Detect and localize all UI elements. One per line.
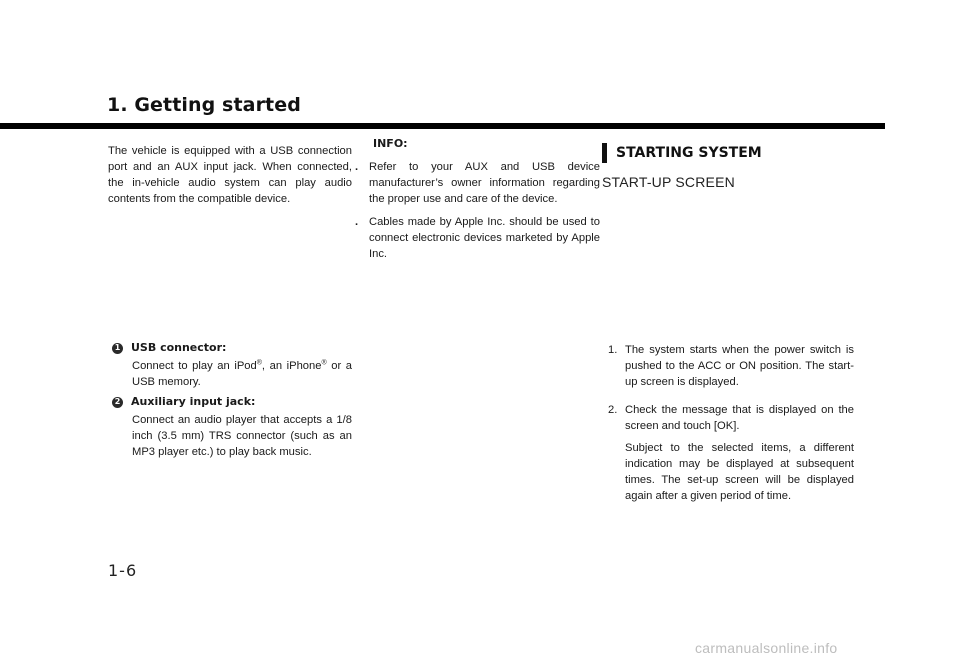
step-text: The system starts when the power switch is pushed to the ACC or ON position. The start-up screen is displayed. [625,344,854,388]
registered-mark-1: ® [256,359,262,367]
callout-usb-body [108,358,352,390]
section-heading-text: STARTING SYSTEM [616,145,762,161]
bullet-marker: . [355,216,359,228]
callout-usb-body-a: Connect to play an iPod [132,360,257,372]
bullet-text: Cables made by Apple Inc. should be used to connect electronic devices marketed by Apple Inc. [369,216,600,260]
left-column [108,143,352,207]
chapter-title: 1. Getting started [107,94,301,116]
callout-number-1-icon: 1 [112,343,123,354]
step-item [608,342,854,396]
page-number: 1-6 [108,561,138,580]
callout-list [108,340,352,464]
step-item [608,402,854,510]
callout-usb-body-c: or a USB memory. [132,360,353,388]
info-bullet [355,159,600,207]
steps-list [608,342,854,516]
callout-number-2-icon: 2 [112,397,123,408]
intro-paragraph: The vehicle is equipped with a USB connection port and an AUX input jack. When connected, the in-vehicle audio system can play audio contents from the compatible device. [108,145,352,205]
callout-usb [108,340,352,390]
subsection-heading: START-UP SCREEN [602,174,735,190]
section-heading [602,143,854,163]
right-column [602,143,854,190]
step-body [625,342,854,396]
header-rule [0,123,885,129]
callout-aux-head [108,394,352,410]
bullet-marker: . [355,161,359,173]
step-text: Check the message that is displayed on the screen and touch [OK]. [625,404,854,432]
step-number: 1. [608,344,618,356]
middle-column [355,136,600,269]
watermark-text: carmanualsonline.info [695,640,838,656]
callout-usb-title: USB connector: [131,341,227,354]
bullet-text: Refer to your AUX and USB device manufacturer’s owner information regarding the proper use and care of the device. [369,161,600,205]
info-bullet [355,214,600,262]
callout-usb-head [108,340,352,356]
callout-aux [108,394,352,460]
step-number: 2. [608,404,618,416]
info-heading: INFO: [373,137,408,150]
callout-usb-body-b: , an iPhone [261,360,322,372]
callout-aux-title: Auxiliary input jack: [131,395,256,408]
section-bar-marker [602,143,607,163]
registered-mark-2: ® [321,359,327,367]
callout-aux-body: Connect an audio player that accepts a 1/8 inch (3.5 mm) TRS connector (such as an MP3 player etc.) to play back music. [132,414,352,458]
step-subtext: Subject to the selected items, a different indication may be displayed at subsequent times. The set-up screen will be displayed again after a given period of time. [625,442,854,502]
step-body [625,402,854,510]
